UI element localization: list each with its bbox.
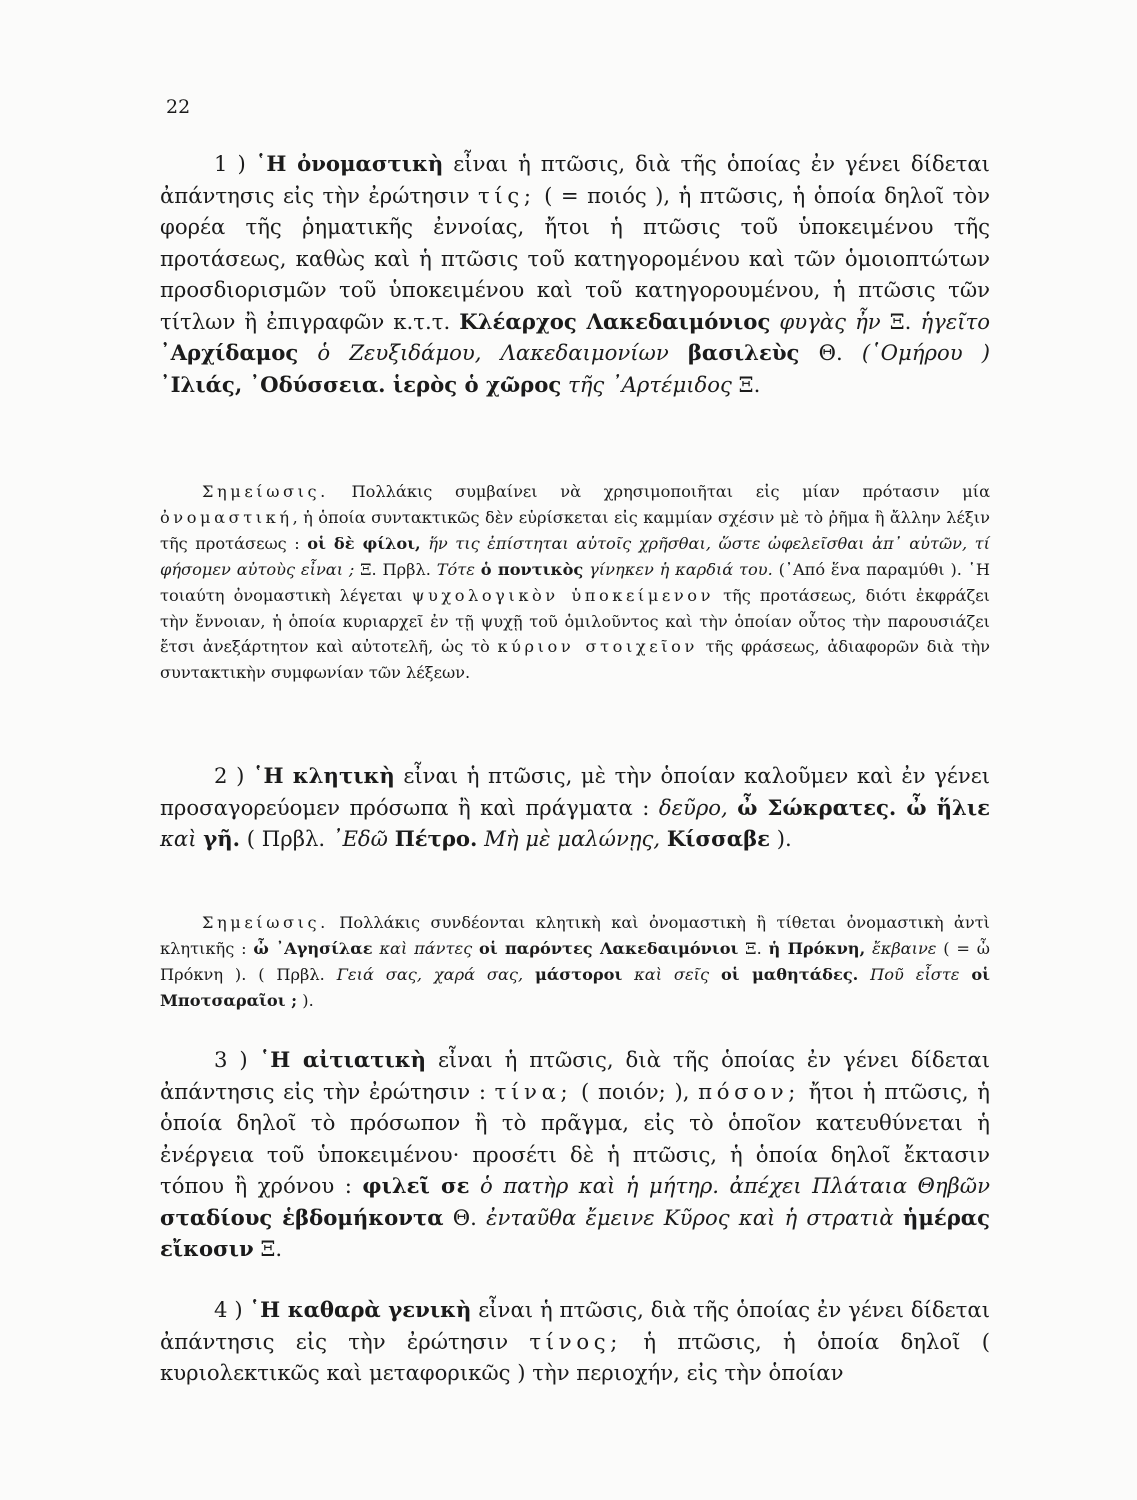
spaced-term: ὀνομαστική <box>160 507 293 527</box>
example-bold: Πέτρο. <box>394 826 478 851</box>
example-bold: βασιλεὺς <box>687 340 800 365</box>
item-number: 1 ) <box>214 151 256 176</box>
example-italic: ὁ πατὴρ καὶ ἡ μήτηρ. ἀπέχει Πλάταια Θηβῶν <box>469 1173 990 1198</box>
example-italic: Μὴ μὲ μαλώνῃς, <box>477 826 667 851</box>
source-ref: Θ. <box>443 1204 487 1230</box>
item-number: 2 ) <box>214 763 253 788</box>
item-number: 4 ) <box>214 1297 250 1322</box>
example-bold: οἱ παρόντες Λακεδαιμόνιοι <box>479 938 739 958</box>
source-ref: Ξ. <box>738 938 769 958</box>
body-text: ). <box>297 990 314 1010</box>
example-bold: σταδίους ἑβδομήκοντα <box>160 1204 444 1230</box>
body-text: εἶναι ἡ πτῶσις, διὰ τῆς ὁποίας ἐν γένει δίδεται ἀπάντησις εἰς τὴν ἐρώτησιν <box>160 151 990 208</box>
spaced-term: ψυχολογικὸν ὑποκείμενον <box>411 585 714 605</box>
example-italic: ᾿Εδῶ <box>331 826 395 851</box>
paragraph-genitive <box>160 1294 990 1389</box>
example-italic: γίνηκεν ἡ καρδιά του. <box>583 559 773 579</box>
example-bold: οἱ Μποτσαραῖοι ; <box>160 964 990 1010</box>
example-bold: ἡμέρας εἴκοσιν <box>160 1204 991 1261</box>
example-bold: Κίσσαβε <box>666 826 771 851</box>
example-italic: ἐνταῦθα ἔμεινε Κῦρος καὶ ἡ στρατιὰ <box>486 1204 903 1230</box>
example-bold: ὦ Σώκρατες. ὦ ἥλιε <box>737 794 990 820</box>
note-psychological-subject <box>160 479 990 686</box>
example-italic: καὶ σεῖς <box>622 964 721 984</box>
body-text: ἤτοι ἡ πτῶσις, ἡ ὁποία δηλοῖ τὸ πρόσωπον ἢ τὸ πρᾶγμα, εἰς τὸ ὁποῖον κατευθύνεται ἡ ἐνέργεια τοῦ ὑποκειμένου· προσέτι δὲ ἡ πτῶσις, ἡ ὁποία δηλοῖ ἔκτασιν τόπου ἢ χρόνου : <box>160 1078 990 1198</box>
note-label: Σημείωσις. <box>202 482 329 501</box>
body-text: ( ποιόν; ), <box>572 1078 699 1104</box>
spaced-question: τίνος; <box>529 1328 623 1354</box>
term-heading: ῾Η κλητικὴ <box>252 763 395 788</box>
body-text: εἶναι ἡ πτῶσις, διὰ τῆς ὁποίας ἐν γένει δίδεται ἀπάντησις εἰς τὴν ἐρώτησιν : <box>160 1047 991 1104</box>
example-bold: Κλέαρχος Λακεδαιμόνιος <box>459 308 771 334</box>
source-ref: Θ. <box>799 340 862 365</box>
example-bold: γῆ. <box>203 826 241 851</box>
example-italic: καὶ πάντες <box>372 938 480 958</box>
example-italic: τῆς ᾿Αρτέμιδος <box>561 371 732 397</box>
body-text: τῆς φράσεως, ἀδιαφορῶν διὰ τὴν συντακτικὴν συμφωνίαν τῶν λέξεων. <box>160 637 990 683</box>
note-vocative <box>160 910 990 1014</box>
example-italic: Γειά σας, χαρά σας, <box>336 964 535 984</box>
spaced-term: κύριον στοιχεῖον <box>497 637 698 657</box>
body-text: Πολλάκις συμβαίνει νὰ χρησιμοποιῆται εἰς μίαν πρότασιν μία <box>328 482 990 501</box>
body-text: Πολλάκις συνδέονται κλητικὴ καὶ ὀνομαστικὴ ἢ τίθεται ὀνομαστικὴ ἀντὶ κλητικῆς : <box>160 913 990 958</box>
example-italic: (῾Ομήρου ) <box>861 340 990 365</box>
example-italic: καὶ <box>160 826 204 851</box>
item-number: 3 ) <box>214 1047 260 1072</box>
body-text: εἶναι ἡ πτῶσις, διὰ τῆς ὁποίας ἐν γένει δίδεται ἀπάντησις εἰς τὴν ἐρώτησιν <box>160 1297 990 1354</box>
body-text: (᾿Από ἕνα παραμύθι ). ῾Η τοιαύτη ὀνομαστικὴ λέγεται <box>160 559 990 605</box>
example-italic: Τότε <box>436 559 481 579</box>
example-bold: ᾿Αρχίδαμος <box>160 340 299 365</box>
example-bold: μάστοροι <box>534 964 623 984</box>
example-italic: δεῦρο, <box>658 794 738 820</box>
example-bold: οἱ δὲ φίλοι, <box>307 533 421 553</box>
note-label: Σημείωσις. <box>202 913 329 932</box>
page-number: 22 <box>166 96 191 118</box>
example-bold: οἱ μαθητάδες. <box>720 964 859 984</box>
body-text: ἡ πτῶσις, ἡ ὁποία δηλοῖ ( κυριολεκτικῶς καὶ μεταφορικῶς ) τὴν περιοχήν, εἰς τὴν ὁποίαν <box>160 1328 991 1385</box>
body-text: ). <box>770 826 792 851</box>
source-ref: Ξ. <box>889 308 921 334</box>
example-italic: Ποῦ εἶστε <box>858 964 972 984</box>
body-text: ( = ποιός ), ἡ πτῶσις, ἡ ὁποία δηλοῖ τὸν φορέα τῆς ῥηματικῆς ἐννοίας, ἤτοι ἡ πτῶσις τοῦ ὑποκειμένου τῆς προτάσεως, καθὼς καὶ ἡ πτῶσις τοῦ κατηγορομένου καὶ τῶν ὁμοιοπτώτων προσδιορισμῶν τοῦ ὑποκειμένου καὶ τοῦ κατηγορουμένου, ἡ πτῶσις τῶν τίτλων ἢ ἐπιγραφῶν κ.τ.τ. <box>160 182 991 334</box>
spaced-question: τίς; <box>477 182 536 208</box>
paragraph-nominative <box>160 148 990 400</box>
spaced-question: τίνα; <box>494 1078 573 1104</box>
body-text: τῆς προτάσεως, διότι ἐκφράζει τὴν ἔννοιαν, ἡ ὁποία κυριαρχεῖ ἐν τῇ ψυχῇ τοῦ ὁμιλοῦντος καὶ τὴν ὁποίαν οὗτος τὴν παρουσιάζει ἔτσι ἀνεξάρτητον καὶ αὐτοτελῆ, ὡς τὸ <box>160 585 990 657</box>
source-ref: Ξ. <box>731 371 761 397</box>
example-bold: φιλεῖ σε <box>362 1173 470 1198</box>
example-italic: ὁ Ζευξιδάμου, Λακεδαιμονίων <box>298 340 688 365</box>
paragraph-vocative <box>160 760 990 855</box>
example-italic: ἡγεῖτο <box>920 308 990 334</box>
source-ref: Ξ. <box>253 1236 283 1261</box>
example-bold: ἡ Πρόκνη, <box>768 938 866 958</box>
body-text: ( = ὦ Πρόκνη ). ( Πρβλ. <box>160 938 991 984</box>
example-italic: ἥν τις ἐπίστηται αὐτοῖς χρῆσθαι, ὥστε ὠφελεῖσθαι ἀπ᾿ αὐτῶν, τί φήσομεν αὐτοὺς εἶναι ; <box>160 533 990 579</box>
source-ref: Ξ. Πρβλ. <box>354 559 437 579</box>
term-heading: ῾Η καθαρὰ γενικὴ <box>249 1297 472 1322</box>
term-heading: ῾Η ὀνομαστικὴ <box>255 151 444 176</box>
spaced-question: πόσον; <box>698 1078 801 1104</box>
body-text: ( Πρβλ. <box>240 826 332 851</box>
paragraph-accusative <box>160 1044 990 1265</box>
example-bold: ὦ ᾿Αγησίλαε <box>253 938 373 958</box>
example-italic: φυγὰς ἦν <box>770 308 890 334</box>
body-text: , ἡ ὁποία συντακτικῶς δὲν εὑρίσκεται εἰς καμμίαν σχέσιν μὲ τὸ ῥῆμα ἢ ἄλλην λέξιν τῆς προτάσεως : <box>160 507 990 553</box>
example-bold: ᾿Ιλιάς, ᾿Οδύσσεια. ἱερὸς ὁ χῶρος <box>160 371 562 397</box>
term-heading: ῾Η αἰτιατικὴ <box>259 1047 426 1072</box>
example-bold: ὁ ποντικὸς <box>480 559 584 579</box>
body-text: εἶναι ἡ πτῶσις, μὲ τὴν ὁποίαν καλοῦμεν καὶ ἐν γένει προσαγορεύομεν πρόσωπα ἢ καὶ πράγματα : <box>160 763 991 820</box>
example-italic: ἔκβαινε <box>865 938 937 958</box>
